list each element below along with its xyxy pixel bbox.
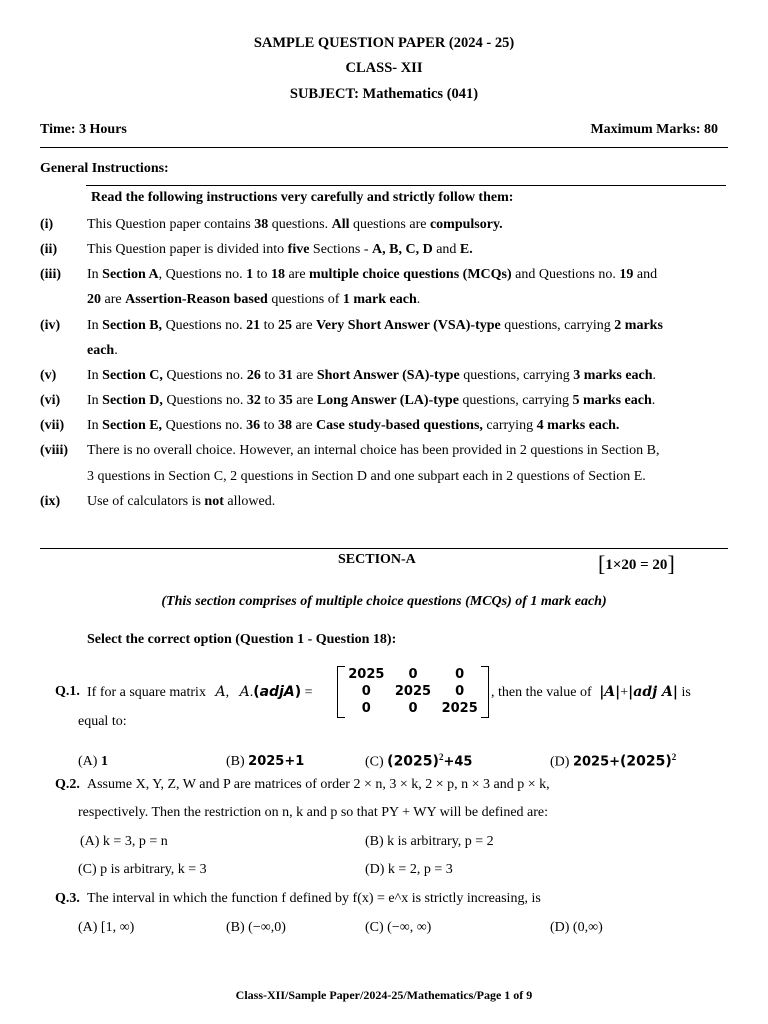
matrix-cell: 2025 bbox=[441, 701, 478, 716]
option-letter: (C) bbox=[365, 754, 384, 770]
instruction-text: In Section A, Questions no. 1 to 18 are multiple choice questions (MCQs) and Questions no. 19 and bbox=[87, 267, 658, 282]
q2-label: Q.2. bbox=[55, 777, 80, 792]
option-value: 2025+1 bbox=[248, 754, 305, 769]
q1-option-d[interactable] bbox=[550, 752, 676, 771]
q1-text-c: is bbox=[681, 685, 691, 700]
q3-option-b[interactable]: (B) (−∞,0) bbox=[226, 920, 286, 935]
section-description: (This section comprises of multiple choice questions (MCQs) of 1 mark each) bbox=[161, 594, 607, 609]
matrix-cell: 0 bbox=[408, 667, 418, 682]
section-marks: [1×20 = 20] bbox=[598, 551, 675, 576]
q3-text: The interval in which the function f defined by f(x) = e^x is strictly increasing, is bbox=[87, 891, 541, 906]
instruction-text: This Question paper is divided into five Sections - A, B, C, D and E. bbox=[87, 242, 473, 257]
q1-option-c[interactable] bbox=[365, 752, 472, 771]
q1-text-a: If for a square matrix bbox=[87, 685, 206, 700]
q2-line2: respectively. Then the restriction on n, k and p so that PY + WY will be defined are: bbox=[78, 805, 549, 820]
q2-option-b[interactable]: (B) k is arbitrary, p = 2 bbox=[365, 834, 494, 849]
q2-line1: Assume X, Y, Z, W and P are matrices of order 2 × n, 3 × k, 2 × p, n × 3 and p × k, bbox=[87, 777, 550, 792]
paper-title: SAMPLE QUESTION PAPER (2024 - 25) bbox=[253, 35, 515, 51]
instruction-label: (vii) bbox=[40, 418, 65, 433]
q1-text-b: , then the value of bbox=[491, 685, 592, 700]
instruction-text: In Section B, Questions no. 21 to 25 are Very Short Answer (VSA)-type questions, carrying 2 marks bbox=[87, 318, 663, 333]
q1-matrix bbox=[337, 666, 489, 718]
matrix-cell: 0 bbox=[361, 701, 371, 716]
matrix-cell: 0 bbox=[408, 701, 418, 716]
instructions-intro: Read the following instructions very carefully and strictly follow them: bbox=[91, 190, 514, 205]
option-letter: (B) bbox=[226, 754, 245, 769]
instruction-label: (ii) bbox=[40, 242, 58, 257]
q1-text-d: equal to: bbox=[78, 714, 127, 729]
q1-label: Q.1. bbox=[55, 684, 80, 699]
header-divider bbox=[40, 147, 728, 148]
matrix-cell: 0 bbox=[361, 684, 371, 699]
option-value: +45 bbox=[443, 754, 473, 770]
subject-label: SUBJECT: Mathematics (041) bbox=[289, 86, 479, 102]
option-exponent: 2 bbox=[671, 752, 677, 762]
q2-option-c[interactable]: (C) p is arbitrary, k = 3 bbox=[78, 862, 207, 877]
page-footer: Class-XII/Sample Paper/2024-25/Mathematics/Page 1 of 9 bbox=[235, 988, 533, 1002]
instruction-text: 20 are Assertion-Reason based questions of 1 mark each. bbox=[87, 292, 421, 307]
option-value: (2025) bbox=[620, 753, 672, 770]
q1-text-cont: , then the value of |A|+|adj A| is bbox=[491, 684, 691, 700]
class-label: CLASS- XII bbox=[345, 60, 423, 76]
instruction-text: In Section C, Questions no. 26 to 31 are Short Answer (SA)-type questions, carrying 3 marks each. bbox=[87, 368, 657, 383]
instruction-text: In Section D, Questions no. 32 to 35 are Long Answer (LA)-type questions, carrying 5 marks each. bbox=[87, 393, 656, 408]
select-option-instruction: Select the correct option (Question 1 - Question 18): bbox=[87, 632, 397, 647]
max-marks-label: Maximum Marks: 80 bbox=[590, 122, 718, 137]
instruction-text: Use of calculators is not allowed. bbox=[87, 494, 276, 509]
time-label: Time: 3 Hours bbox=[40, 122, 127, 137]
q3-label: Q.3. bbox=[55, 891, 80, 906]
instruction-label: (v) bbox=[40, 368, 57, 383]
instruction-text: each. bbox=[87, 343, 118, 358]
q3-option-c[interactable]: (C) (−∞, ∞) bbox=[365, 920, 432, 935]
instruction-text: In Section E, Questions no. 36 to 38 are Case study-based questions, carrying 4 marks each. bbox=[87, 418, 620, 433]
matrix-cell: 2025 bbox=[348, 667, 385, 682]
section-title: SECTION-A bbox=[338, 552, 416, 567]
q1-option-a[interactable] bbox=[78, 754, 108, 770]
q2-option-d[interactable]: (D) k = 2, p = 3 bbox=[365, 862, 453, 877]
matrix-cell: 2025 bbox=[394, 684, 432, 699]
instruction-label: (iii) bbox=[40, 267, 61, 282]
instructions-heading: General Instructions: bbox=[40, 161, 169, 176]
matrix-cell: 0 bbox=[455, 684, 465, 699]
q1-text: If for a square matrix A, A.(adjA) = bbox=[87, 684, 313, 700]
instruction-label: (ix) bbox=[40, 494, 61, 509]
matrix-cell: 0 bbox=[455, 667, 465, 682]
instruction-text: There is no overall choice. However, an internal choice has been provided in 2 questions in Section B, bbox=[87, 443, 660, 458]
option-letter: (D) bbox=[550, 754, 570, 770]
q3-option-d[interactable]: (D) (0,∞) bbox=[550, 920, 603, 935]
instruction-text: 3 questions in Section C, 2 questions in Section D and one subpart each in 2 questions of Section E. bbox=[87, 469, 646, 484]
instruction-label: (i) bbox=[40, 217, 54, 232]
section-marks-value: 1×20 = 20 bbox=[605, 557, 668, 573]
option-exponent: 2 bbox=[438, 752, 444, 762]
option-value: 2025+ bbox=[572, 754, 621, 770]
option-value: (2025) bbox=[387, 753, 439, 770]
instructions-divider bbox=[86, 185, 726, 186]
q2-option-a[interactable]: (A) k = 3, p = n bbox=[80, 834, 168, 849]
q1-option-b[interactable] bbox=[226, 754, 304, 770]
q3-option-a[interactable]: (A) [1, ∞) bbox=[78, 920, 135, 935]
option-letter: (A) bbox=[78, 754, 98, 769]
instruction-text: This Question paper contains 38 questions. All questions are compulsory. bbox=[87, 217, 503, 232]
instruction-label: (iv) bbox=[40, 318, 61, 333]
instruction-label: (vi) bbox=[40, 393, 61, 408]
instruction-label: (viii) bbox=[40, 443, 68, 458]
option-value: 1 bbox=[100, 754, 108, 769]
